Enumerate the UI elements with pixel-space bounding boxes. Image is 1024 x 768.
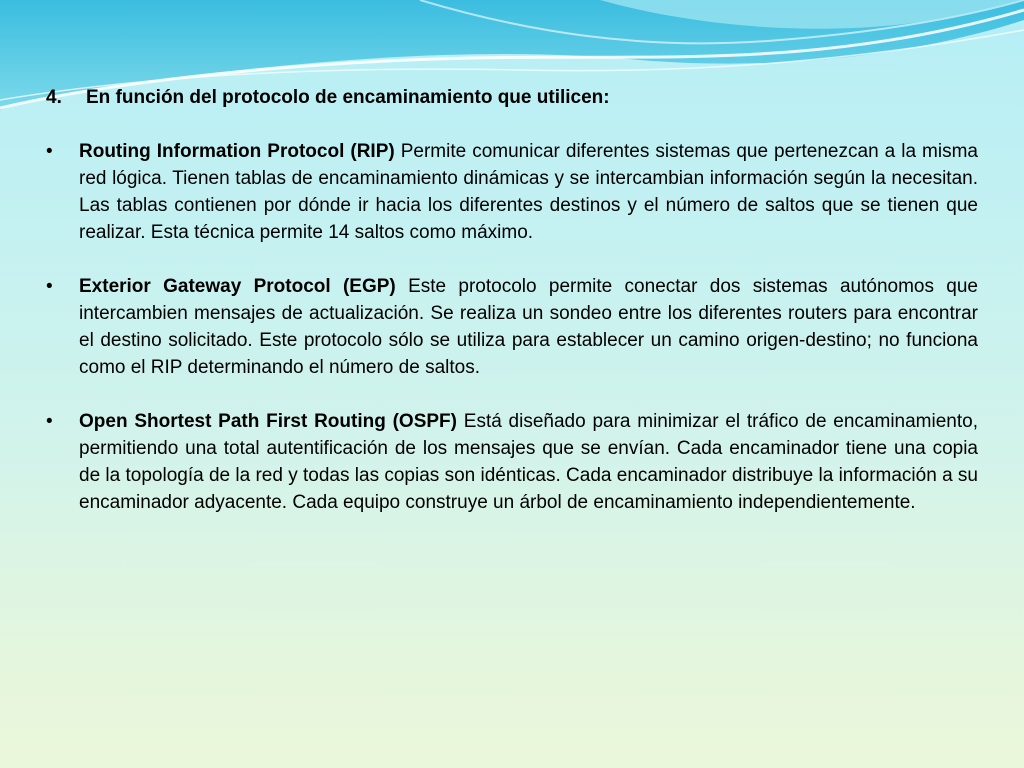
list-item-description: Permite comunicar diferentes sistemas que pertenezcan a la misma red lógica. Tienen tablas de encaminamiento dinámicas y se intercambian información según la necesitan. Las tablas contienen por dónde ir hacia los diferentes destinos y el número de saltos que se tienen que realizar. Esta técnica permite 14 saltos como máximo. [79, 141, 979, 243]
list-item-term: Routing Information Protocol (RIP) [79, 141, 395, 162]
bullet-icon: • [46, 411, 53, 432]
list-item-ospf [46, 408, 978, 516]
list-item-egp [46, 273, 978, 381]
list-item-text [79, 273, 978, 381]
list-item-description: Está diseñado para minimizar el tráfico de encaminamiento, permitiendo una total autentificación de los mensajes que se envían. Cada encaminador tiene una copia de la topología de la red y todas las copias son idénticas. Cada encaminador distribuye la información a su encaminador adyacente. Cada equipo construye un árbol de encaminamiento independientemente. [79, 411, 978, 513]
list-item-text [79, 408, 978, 516]
list-item-term: Open Shortest Path First Routing (OSPF) [79, 411, 457, 432]
heading-number: 4. [46, 87, 62, 108]
bullet-icon: • [46, 276, 53, 297]
list-item-rip [46, 138, 978, 246]
bullet-icon: • [46, 141, 53, 162]
slide-content [46, 84, 978, 516]
section-heading [46, 84, 978, 111]
heading-text: En función del protocolo de encaminamiento que utilicen: [86, 87, 610, 108]
list-item-term: Exterior Gateway Protocol (EGP) [79, 276, 396, 297]
list-item-text [79, 138, 978, 246]
list-item-description: Este protocolo permite conectar dos sistemas autónomos que intercambien mensajes de actualización. Se realiza un sondeo entre los diferentes routers para encontrar el destino solicitado. Este protocolo sólo se utiliza para establecer un camino origen-destino; no funciona como el RIP determinando el número de saltos. [79, 276, 978, 378]
